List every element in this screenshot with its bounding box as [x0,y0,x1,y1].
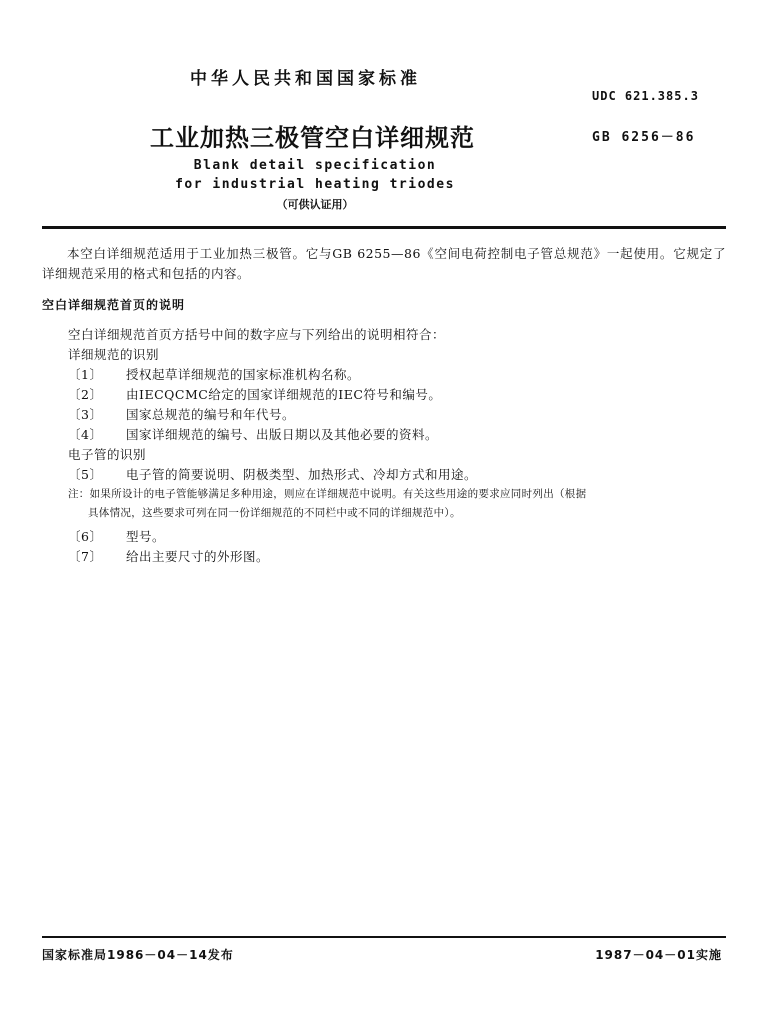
item-text: 国家总规范的编号和年代号。 [126,407,296,422]
item-text: 国家详细规范的编号、出版日期以及其他必要的资料。 [126,427,439,442]
document-title-english-line1: Blank detail specification [193,158,437,173]
note-line1: 注：如果所设计的电子管能够满足多种用途，则应在详细规范中说明。有关这些用途的要求应同时列出（根据 [68,488,587,500]
item-number: 〔4〕 [68,427,103,442]
udc-code: UDC 621.385.3 [592,89,699,103]
item-number: 〔5〕 [68,467,103,482]
certification-note: （可供认证用） [276,198,354,211]
item-text: 由IECQCMC给定的国家详细规范的IEC符号和编号。 [126,387,442,402]
standard-authority-title: 中华人民共和国国家标准 [190,69,421,89]
document-title-chinese: 工业加热三极管空白详细规范 [150,124,475,152]
list-item [68,425,438,443]
header-divider [42,226,726,229]
gb-standard-number: GB 6256－86 [592,130,696,145]
list-item [68,365,360,383]
list-item [68,527,165,545]
item-text: 给出主要尺寸的外形图。 [126,549,270,564]
item-text: 型号。 [126,529,166,544]
effective-date: 1987－04－01实施 [595,948,722,962]
item-number: 〔7〕 [68,549,103,564]
issue-date: 国家标准局1986－04－14发布 [42,948,234,962]
item-text: 电子管的简要说明、阴极类型、加热形式、冷却方式和用途。 [126,467,478,482]
document-title-english-line2: for industrial heating triodes [175,177,455,192]
note-line2: 具体情况，这些要求可列在同一份详细规范的不同栏中或不同的详细规范中）。 [88,507,461,519]
list-item [68,547,269,565]
item-number: 〔6〕 [68,529,103,544]
section-heading: 空白详细规范首页的说明 [42,298,186,312]
item-number: 〔3〕 [68,407,103,422]
footer-divider [42,936,726,938]
subsection-detail-spec-id: 详细规范的识别 [68,347,160,362]
list-item [68,465,477,483]
list-item [68,405,295,423]
list-item [68,385,441,403]
item-number: 〔1〕 [68,367,103,382]
item-number: 〔2〕 [68,387,103,402]
section-lead: 空白详细规范首页方括号中间的数字应与下列给出的说明相符合： [68,327,446,342]
subsection-tube-id: 电子管的识别 [68,447,147,462]
intro-paragraph: 本空白详细规范适用于工业加热三极管。它与GB 6255—86《空间电荷控制电子管总规范》一起使用。它规定了详细规范采用的格式和包括的内容。 [42,246,726,281]
item-text: 授权起草详细规范的国家标准机构名称。 [126,367,361,382]
